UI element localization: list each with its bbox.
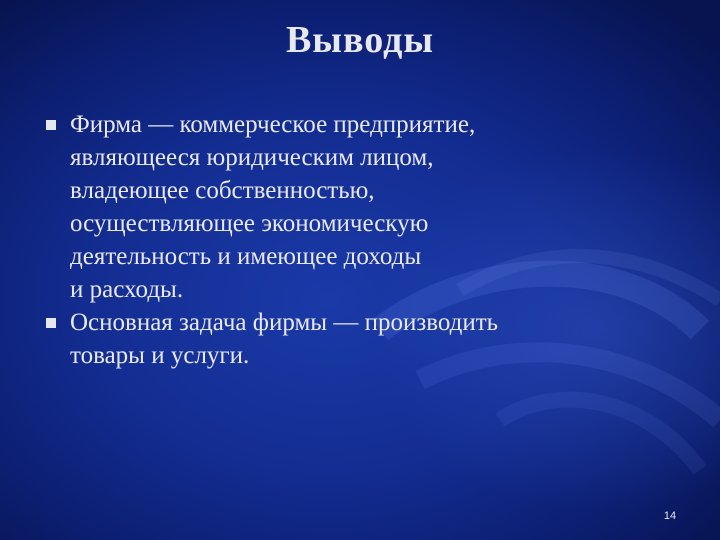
bullet-item-definition bbox=[46, 108, 666, 306]
page-number: 14 bbox=[663, 510, 677, 522]
bullet-text-line: являющееся юридическим лицом, bbox=[70, 144, 434, 171]
slide-title: Выводы bbox=[285, 19, 435, 61]
bullet-text-line: и расходы. bbox=[70, 276, 184, 303]
bullet-text-line: товары и услуги. bbox=[70, 342, 250, 369]
bullet-item-main-task bbox=[46, 306, 666, 372]
square-bullet-icon bbox=[46, 318, 56, 328]
bullet-list bbox=[46, 108, 666, 372]
square-bullet-icon bbox=[46, 120, 56, 130]
bullet-text-line: деятельность и имеющее доходы bbox=[70, 243, 422, 270]
bullet-text-line: Фирма — коммерческое предприятие, bbox=[70, 111, 476, 138]
bullet-text-line: Основная задача фирмы — производить bbox=[70, 309, 499, 336]
bullet-text-line: владеющее собственностью, bbox=[70, 177, 375, 204]
bullet-text-line: осуществляющее экономическую bbox=[70, 210, 429, 237]
